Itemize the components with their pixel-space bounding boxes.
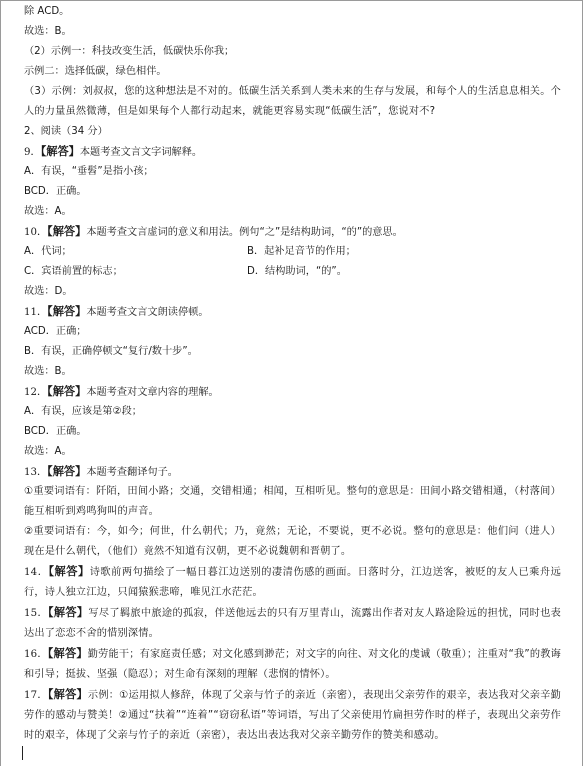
question-10-header	[24, 222, 561, 242]
answer-line: B．有误，正确停顿文“复行/数十步”。	[24, 346, 198, 357]
answer-line: A．有误，“垂髫”是指小孩；	[24, 166, 154, 177]
answer-choice: 故选：D。	[24, 286, 73, 297]
section-heading: 2、阅读（34 分）	[24, 126, 108, 137]
question-17	[24, 685, 561, 746]
question-12-header	[24, 382, 561, 402]
question-text: 诗歌前两句描绘了一幅日暮江边送别的凄清伤感的画面。日落时分，江边送客，被贬的友人已乘舟远行，诗人独立江边，只闻猿猴悲啼，唯见江水茫茫。	[24, 567, 561, 598]
answer-tag: 【解答】	[47, 385, 87, 398]
option-a: A．代词；	[24, 246, 72, 257]
option-b: B．起补足音节的作用；	[247, 246, 356, 257]
question-number: 12．	[24, 387, 48, 398]
document-body[interactable]	[24, 2, 561, 746]
text-line: 故选：B。	[24, 26, 72, 37]
question-text: 本题考查文言虚词的意义和用法。例句“之”是结构助词，“的”的意思。	[86, 227, 403, 238]
option-row	[24, 242, 561, 262]
question-11-header	[24, 302, 561, 322]
answer-tag: 【解答】	[47, 225, 87, 238]
text-paragraph: （3）示例：刘叔叔，您的这种想法是不对的。低碳生活关系到人类未来的生存与发展，和每个人的生活息息相关。个人的力量虽然微薄，但是如果每个人都行动起来，就能更容易实现“低碳生活”，您说对不?	[24, 86, 561, 117]
text-line: （2）示例一：科技改变生活，低碳快乐你我；	[24, 46, 235, 57]
question-9-header	[24, 142, 561, 162]
question-13-header	[24, 462, 561, 482]
question-number: 14．	[24, 567, 49, 578]
question-text: 本题考查翻译句子。	[86, 467, 178, 478]
page-border-top	[0, 0, 583, 1]
answer-choice: 故选：A。	[24, 206, 72, 217]
question-14	[24, 562, 561, 603]
answer-tag: 【解答】	[47, 688, 88, 701]
answer-paragraph: ①重要词语有：阡陌，田间小路；交通，交错相通；相闻，互相听见。整句的意思是：田间小路交错相通，（村落间）能互相听到鸡鸣狗叫的声音。	[24, 486, 561, 517]
question-text: 示例：①运用拟人修辞，体现了父亲与竹子的亲近（亲密），表现出父亲劳作的艰辛，表达我对父亲辛勤劳作的感动与赞美！②通过“扶着”“连着”“窃窃私语”等词语，写出了父亲使用竹扁担劳作时的样子，表现出父亲劳作时的艰辛，体现了父亲与竹子的亲近（亲密），表达出表达我对父亲辛勤劳作的赞美和感动。	[24, 690, 561, 741]
question-number: 10．	[24, 227, 48, 238]
page-border-left	[0, 0, 1, 766]
question-number: 15．	[24, 608, 48, 619]
question-number: 13．	[24, 467, 48, 478]
option-row	[24, 262, 561, 282]
answer-choice: 故选：A。	[24, 446, 72, 457]
question-15	[24, 603, 561, 644]
question-16	[24, 644, 561, 685]
answer-line: ACD．正确；	[24, 326, 87, 337]
text-line: 除 ACD。	[24, 6, 70, 17]
answer-line: BCD．正确。	[24, 426, 87, 437]
answer-tag: 【解答】	[40, 145, 80, 158]
question-number: 11．	[24, 307, 48, 318]
answer-tag: 【解答】	[47, 465, 87, 478]
text-line: 示例二：选择低碳，绿色相伴。	[24, 66, 167, 77]
question-text: 本题考查文言文字词解释。	[79, 147, 203, 158]
answer-line: A．有误，应该是第②段；	[24, 406, 142, 417]
text-cursor	[22, 746, 23, 760]
answer-line: BCD．正确。	[24, 186, 87, 197]
answer-tag: 【解答】	[48, 565, 90, 578]
question-text: 写尽了羁旅中旅途的孤寂，伴送他远去的只有万里青山，流露出作者对友人路途险远的担忧，同时也表达出了恋恋不舍的惜别深情。	[24, 608, 561, 639]
question-text: 本题考查对文章内容的理解。	[86, 387, 219, 398]
answer-choice: 故选：B。	[24, 366, 72, 377]
answer-tag: 【解答】	[47, 305, 87, 318]
option-d: D．结构助词，“的”。	[247, 266, 347, 277]
answer-tag: 【解答】	[47, 606, 89, 619]
question-text: 勤劳能干；有家庭责任感；对文化感到渺茫；对文字的向往、对文化的虔诚（敬重）；注重对“我”的教诲和引导；挺拔、坚强（隐忍）；对生命有深刻的理解（悲悯的情怀）。	[24, 649, 562, 680]
question-number: 9．	[24, 147, 41, 158]
question-text: 本题考查文言文朗读停顿。	[86, 307, 209, 318]
question-number: 16．	[24, 649, 48, 660]
answer-paragraph: ②重要词语有：今，如今；何世，什么朝代；乃，竟然；无论，不要说，更不必说。整句的意思是：他们问（进人）现在是什么朝代，（他们）竟然不知道有汉朝，更不必说魏朝和晋朝了。	[24, 526, 561, 557]
answer-tag: 【解答】	[47, 647, 88, 660]
option-c: C．宾语前置的标志；	[24, 266, 123, 277]
question-number: 17．	[24, 690, 48, 701]
